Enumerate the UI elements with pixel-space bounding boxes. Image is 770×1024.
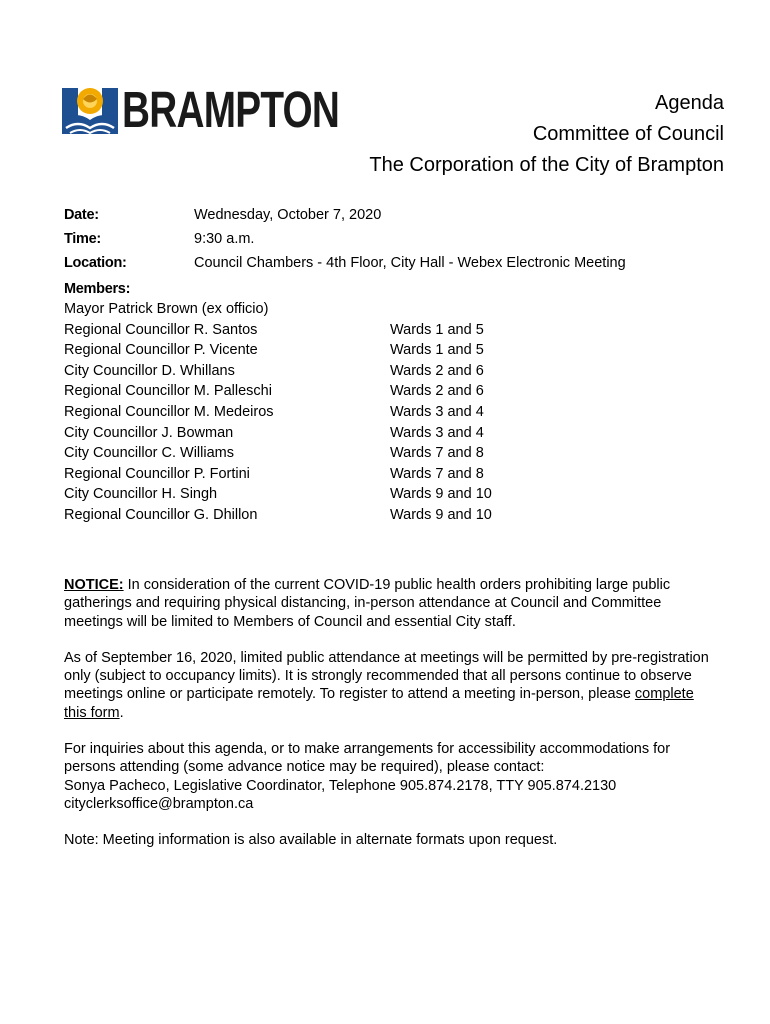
member-name: Regional Councillor P. Fortini — [64, 465, 250, 482]
date-value: Wednesday, October 7, 2020 — [194, 207, 382, 223]
member-wards: Wards 1 and 5 — [390, 321, 484, 338]
member-wards: Wards 2 and 6 — [390, 362, 484, 379]
member-name: Regional Councillor G. Dhillon — [64, 506, 258, 523]
member-row — [64, 402, 564, 423]
member-row — [64, 505, 564, 526]
committee-name: Committee of Council — [532, 123, 724, 145]
notice-label: NOTICE: — [64, 577, 124, 593]
inquiries-paragraph — [64, 740, 714, 777]
location-label: Location: — [64, 255, 127, 271]
member-name: City Councillor J. Bowman — [64, 424, 234, 441]
attendance-end: . — [119, 704, 124, 721]
corporation-name: The Corporation of the City of Brampton — [369, 154, 724, 176]
member-wards: Wards 1 and 5 — [390, 342, 484, 359]
contact-line: Sonya Pacheco, Legislative Coordinator, Telephone 905.874.2178, TTY 905.874.2130 — [64, 777, 617, 794]
member-name: Regional Councillor R. Santos — [64, 321, 258, 338]
member-name: Regional Councillor M. Palleschi — [64, 383, 272, 400]
brampton-flower-emblem-icon — [62, 84, 118, 134]
member-wards: Wards 9 and 10 — [390, 506, 492, 523]
attendance-text: As of September 16, 2020, limited public attendance at meetings will be permitted by pre-registration only (subject to occupancy limits). It is strongly recommended that all persons continue to observe meetings online or participate remotely. To register to attend a meeting in-person, please — [64, 649, 709, 703]
member-row — [64, 443, 564, 464]
location-value: Council Chambers - 4th Floor, City Hall - Webex Electronic Meeting — [194, 255, 626, 271]
agenda-title-block — [369, 88, 724, 181]
members-section — [64, 279, 564, 526]
inquiries-text: For inquiries about this agenda, or to make arrangements for accessibility accommodations for persons attending (some advance notice may be required), please contact: — [64, 741, 671, 776]
attendance-paragraph — [64, 649, 714, 722]
member-wards: Wards 7 and 8 — [390, 465, 484, 482]
member-name: Regional Councillor M. Medeiros — [64, 403, 274, 420]
member-row — [64, 484, 564, 505]
document-title: Agenda — [655, 92, 724, 114]
complete-form-link[interactable]: complete this form — [64, 686, 694, 721]
member-name: Regional Councillor P. Vicente — [64, 342, 258, 359]
member-wards: Wards 3 and 4 — [390, 403, 484, 420]
member-wards: Wards 2 and 6 — [390, 383, 484, 400]
time-label: Time: — [64, 231, 101, 247]
member-row — [64, 340, 564, 361]
member-row — [64, 361, 564, 382]
member-row — [64, 423, 564, 444]
notice-section — [64, 576, 714, 868]
member-name: City Councillor H. Singh — [64, 486, 218, 503]
member-wards: Wards 7 and 8 — [390, 445, 484, 462]
member-name: City Councillor D. Whillans — [64, 362, 235, 379]
member-row — [64, 299, 564, 320]
member-name: City Councillor C. Williams — [64, 445, 234, 462]
member-wards: Wards 9 and 10 — [390, 486, 492, 503]
member-row — [64, 464, 564, 485]
contact-email: cityclerksoffice@brampton.ca — [64, 795, 254, 812]
brampton-logo — [62, 81, 340, 138]
members-heading: Members: — [64, 281, 131, 297]
member-row — [64, 320, 564, 341]
member-row — [64, 381, 564, 402]
time-value: 9:30 a.m. — [194, 231, 255, 247]
notice-text: In consideration of the current COVID-19 public health orders prohibiting large public gatherings and requiring physical distancing, in-person attendance at Council and Committee meetings will be limited to Members of Council and essential City staff. — [64, 577, 671, 630]
covid-notice-paragraph — [64, 576, 714, 631]
date-label: Date: — [64, 207, 99, 223]
member-name: Mayor Patrick Brown (ex officio) — [64, 301, 269, 317]
logo-wordmark: BRAMPTON — [122, 81, 340, 138]
member-wards: Wards 3 and 4 — [390, 424, 484, 441]
alternate-formats-note: Note: Meeting information is also available in alternate formats upon request. — [64, 832, 558, 849]
